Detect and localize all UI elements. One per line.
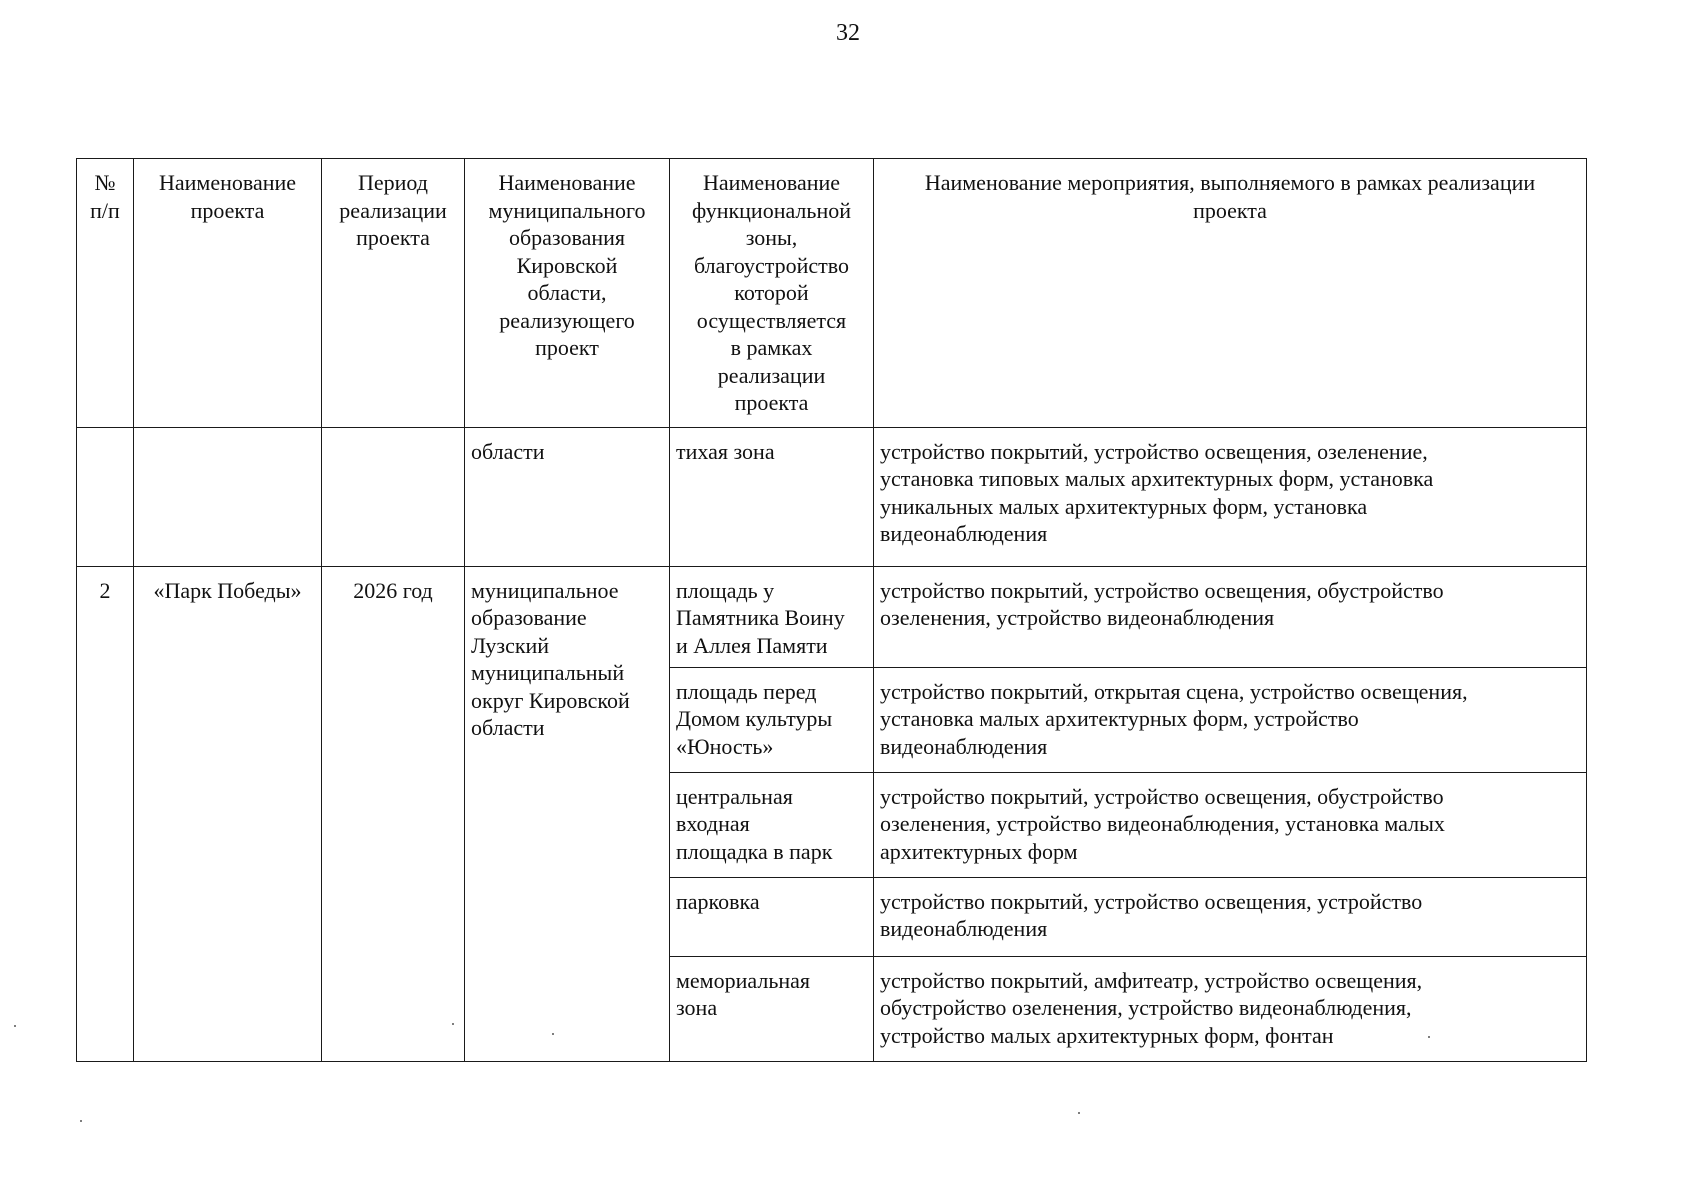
- header-municipality: [465, 159, 670, 428]
- table-row-continuation: [77, 427, 1587, 566]
- cell-activity-text: устройство покрытий, амфитеатр, устройство освещения, обустройство озеленения, устройство видеонаблюдения, устройство малых архитектурных форм, фонтан: [880, 967, 1423, 1048]
- cell-zone: [670, 956, 874, 1061]
- cell-num: 2: [77, 566, 134, 1061]
- header-num-text: № п/п: [90, 170, 120, 223]
- header-activity: [874, 159, 1587, 428]
- cell-zone: [670, 667, 874, 772]
- cell-period: [322, 427, 465, 566]
- cell-activity: [874, 772, 1587, 877]
- cell-num: [77, 427, 134, 566]
- header-zone-text: Наименование функциональной зоны, благоустройство которой осуществляется в рамках реализации проекта: [691, 170, 851, 415]
- header-num: [77, 159, 134, 428]
- cell-municipality: [465, 566, 670, 1061]
- cell-activity: [874, 566, 1587, 667]
- scan-speck: [1078, 1112, 1080, 1114]
- cell-activity: [874, 667, 1587, 772]
- header-period: [322, 159, 465, 428]
- cell-zone: [670, 566, 874, 667]
- projects-table: [76, 158, 1587, 1062]
- header-municipality-text: Наименование муниципального образования Кировской области, реализующего проект: [488, 170, 646, 360]
- cell-activity-text: устройство покрытий, устройство освещения, обустройство озеленения, устройство видеонаблюдения, установка малых архитектурных форм: [880, 783, 1445, 864]
- cell-activity-text: устройство покрытий, устройство освещения, обустройство озеленения, устройство видеонаблюдения: [880, 577, 1444, 630]
- cell-zone: [670, 877, 874, 956]
- cell-municipality-text: муниципальное образование Лузский муниципальный округ Кировской области: [471, 577, 630, 740]
- scan-speck: [14, 1025, 16, 1027]
- scan-speck: [452, 1023, 454, 1025]
- header-project-name-text: Наименование проекта: [158, 170, 297, 223]
- cell-municipality-text: области: [471, 438, 545, 464]
- cell-activity: [874, 877, 1587, 956]
- header-project-name: [134, 159, 322, 428]
- cell-activity-text: устройство покрытий, устройство освещения, озеленение, установка типовых малых архитектурных форм, установка уникальных малых архитектурных форм, установка видеонаблюдения: [880, 438, 1434, 546]
- cell-zone-text: парковка: [676, 888, 760, 914]
- cell-zone-text: мемориальная зона: [676, 967, 811, 1020]
- cell-zone-text: центральная входная площадка в парк: [676, 783, 833, 864]
- scan-speck: [552, 1033, 554, 1035]
- table-row: [77, 566, 1587, 667]
- cell-activity-text: устройство покрытий, устройство освещения, устройство видеонаблюдения: [880, 888, 1423, 941]
- scan-speck: [1428, 1036, 1430, 1038]
- cell-activity: [874, 956, 1587, 1061]
- cell-zone: [670, 427, 874, 566]
- cell-zone: [670, 772, 874, 877]
- cell-project-name: «Парк Победы»: [134, 566, 322, 1061]
- cell-zone-text: тихая зона: [676, 438, 775, 464]
- header-period-text: Период реализации проекта: [339, 170, 447, 250]
- page-number: 32: [836, 20, 860, 46]
- scan-speck: [80, 1120, 82, 1122]
- cell-activity: [874, 427, 1587, 566]
- cell-activity-text: устройство покрытий, открытая сцена, устройство освещения, установка малых архитектурных форм, устройство видеонаблюдения: [880, 678, 1468, 759]
- cell-zone-text: площадь перед Домом культуры «Юность»: [676, 678, 833, 759]
- cell-zone-text: площадь у Памятника Воину и Аллея Памяти: [676, 577, 845, 658]
- cell-period: 2026 год: [322, 566, 465, 1061]
- cell-municipality: [465, 427, 670, 566]
- header-activity-text: Наименование мероприятия, выполняемого в рамках реализации проекта: [924, 170, 1536, 223]
- cell-project-name: [134, 427, 322, 566]
- table-header-row: [77, 159, 1587, 428]
- header-zone: [670, 159, 874, 428]
